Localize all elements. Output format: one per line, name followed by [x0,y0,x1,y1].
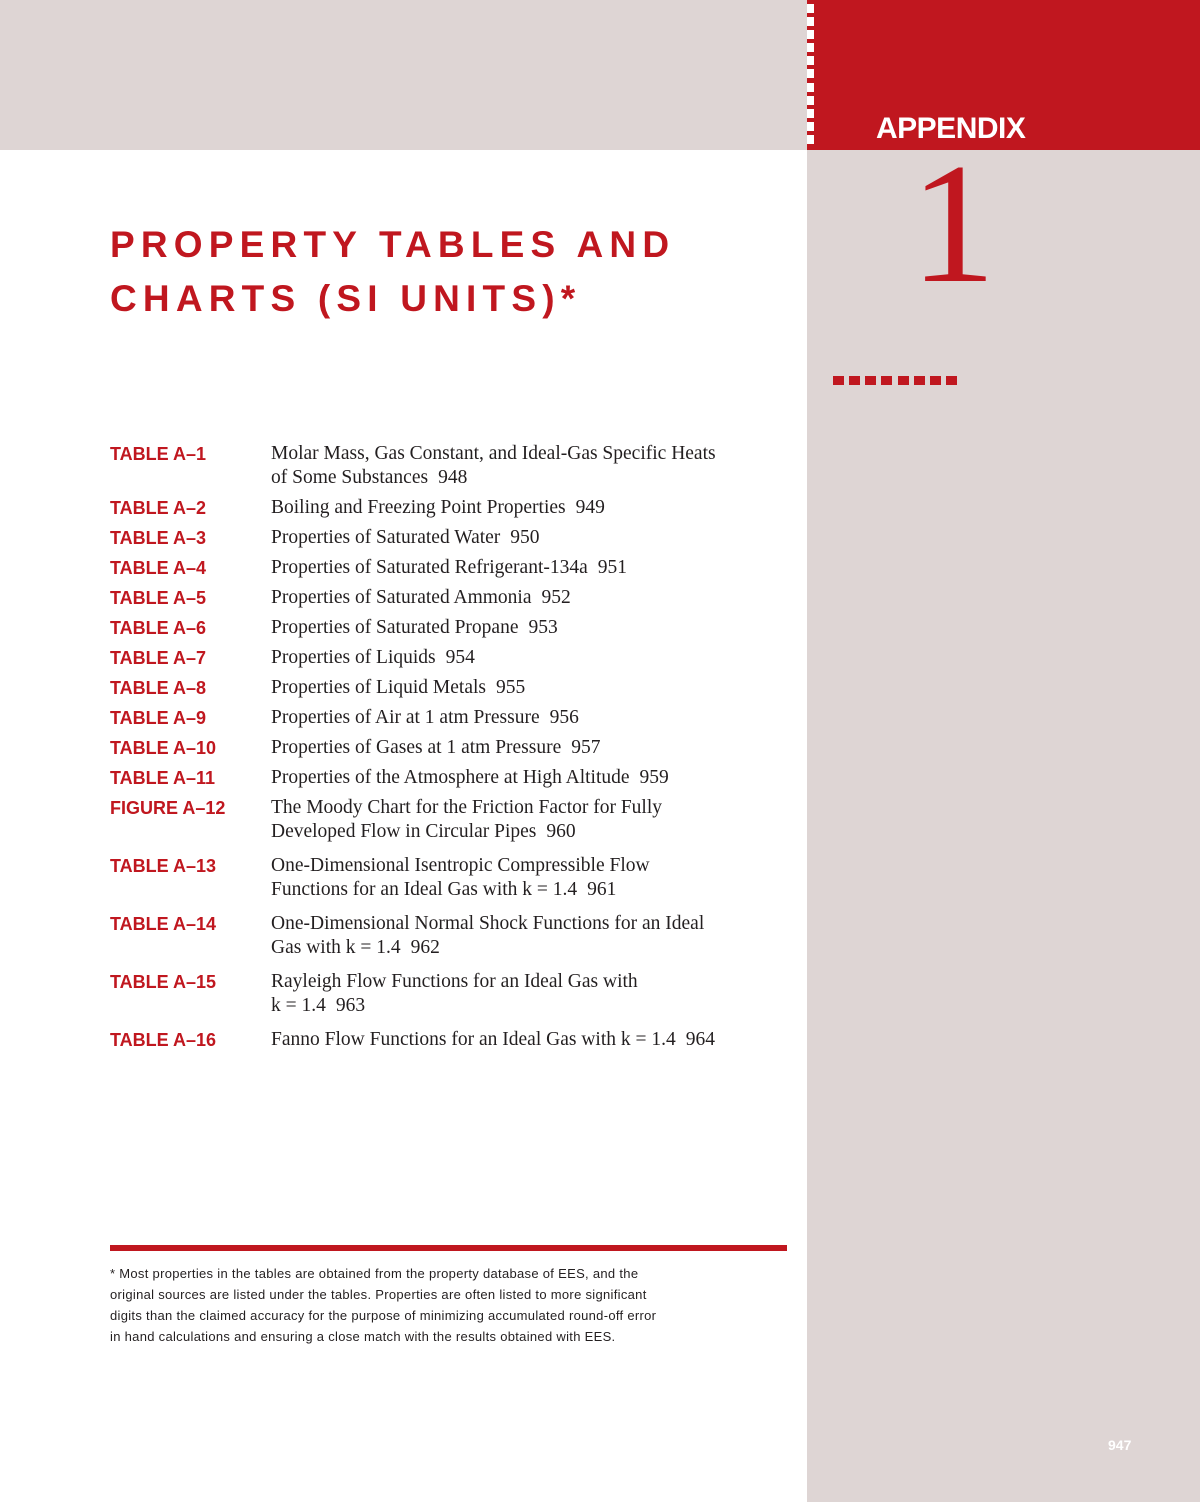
toc-description [271,586,571,610]
toc-page-number: 948 [438,467,468,488]
toc-description-line: Properties of the Atmosphere at High Altitude 959 [271,767,669,788]
toc-page-number: 955 [496,677,526,698]
toc-label: TABLE A–11 [110,768,216,788]
footnote-line: digits than the claimed accuracy for the purpose of minimizing accumulated round-off error [110,1308,657,1323]
toc-entry[interactable] [110,706,800,730]
toc-entry[interactable] [110,496,800,520]
toc-page-number: 961 [587,879,617,900]
toc-label: TABLE A–1 [110,444,207,464]
toc-description-line: Developed Flow in Circular Pipes 960 [271,821,576,842]
toc-entry[interactable] [110,676,800,700]
toc-entry[interactable] [110,646,800,670]
toc-description [271,442,716,490]
footnote-line: original sources are listed under the tables. Properties are often listed to more significant [110,1287,647,1302]
toc-description-line: One-Dimensional Isentropic Compressible Flow [271,855,650,876]
toc-description [271,496,605,520]
toc-entry[interactable] [110,616,800,640]
toc-description [271,1028,715,1052]
toc-entry[interactable] [110,766,800,790]
toc-entry[interactable] [110,526,800,550]
toc-page-number: 952 [541,587,571,608]
toc-label: TABLE A–14 [110,914,217,934]
toc-description-line: One-Dimensional Normal Shock Functions for an Ideal [271,913,705,934]
toc-page-number: 960 [546,821,576,842]
chapter-title-line-1: PROPERTY TABLES AND [110,224,676,265]
toc-label: TABLE A–2 [110,498,207,518]
toc-label: TABLE A–5 [110,588,207,608]
footnote-line: in hand calculations and ensuring a close match with the results obtained with EES. [110,1329,616,1344]
chapter-title [110,218,800,326]
toc-page-number: 963 [335,995,366,1016]
toc-page-number: 964 [685,1029,715,1050]
toc-description-line: Rayleigh Flow Functions for an Ideal Gas with [271,971,638,992]
toc-description [271,912,704,960]
footnote-line: * Most properties in the tables are obtained from the property database of EES, and the [110,1266,639,1281]
toc-label: TABLE A–7 [110,648,207,668]
toc-page-number: 953 [528,617,558,638]
toc-page-number: 954 [445,647,475,668]
toc-entry[interactable] [110,556,800,580]
toc-label: TABLE A–10 [110,738,217,758]
toc-description-line: Gas with k = 1.4 962 [271,937,440,958]
toc-entry[interactable] [110,912,800,960]
table-of-contents [110,442,800,1052]
toc-label: TABLE A–8 [110,678,207,698]
page-number: 947 [1108,1437,1132,1453]
toc-description [271,854,650,902]
appendix-number: 1 [910,129,996,319]
top-band [0,0,807,150]
toc-entry[interactable] [110,442,800,490]
toc-label: TABLE A–4 [110,558,207,578]
dashed-divider-decoration [833,376,957,385]
toc-page-number: 950 [510,527,540,548]
dashed-edge-decoration [807,4,814,144]
toc-page-number: 951 [597,557,628,578]
chapter-title-line-2: CHARTS (SI UNITS)* [110,278,582,319]
side-panel [807,0,1200,1502]
toc-description-line: Properties of Saturated Refrigerant-134a 951 [271,557,628,578]
toc-label: TABLE A–13 [110,856,217,876]
toc-description-line: of Some Substances 948 [271,467,468,488]
footnote [110,1263,800,1347]
toc-page-number: 959 [639,767,669,788]
toc-label: TABLE A–9 [110,708,207,728]
toc-description-line: Properties of Saturated Ammonia 952 [271,587,571,608]
toc-description [271,556,627,580]
toc-description [271,970,638,1018]
toc-description-line: The Moody Chart for the Friction Factor for Fully [271,797,663,818]
toc-label: TABLE A–15 [110,972,217,992]
toc-description-line: Properties of Gases at 1 atm Pressure 957 [271,737,601,758]
toc-label: TABLE A–6 [110,618,207,638]
toc-description-line: Properties of Liquids 954 [271,647,475,668]
toc-description [271,736,601,760]
toc-entry[interactable] [110,970,800,1018]
toc-description [271,796,662,844]
toc-label: FIGURE A–12 [110,798,226,818]
toc-entry[interactable] [110,854,800,902]
toc-description [271,706,579,730]
toc-description [271,616,558,640]
toc-description-line: Properties of Liquid Metals 955 [271,677,526,698]
toc-description-line: Properties of Saturated Propane 953 [271,617,558,638]
toc-description-line: Fanno Flow Functions for an Ideal Gas with k = 1.4 964 [271,1029,715,1050]
toc-description-line: Boiling and Freezing Point Properties 949 [271,497,605,518]
toc-description-line: k = 1.4 963 [271,995,366,1016]
toc-label: TABLE A–3 [110,528,207,548]
toc-page-number: 962 [410,937,440,958]
toc-description [271,676,525,700]
footnote-rule [110,1245,787,1251]
toc-entry[interactable] [110,586,800,610]
toc-description-line: Properties of Saturated Water 950 [271,527,540,548]
toc-description [271,646,475,670]
toc-page-number: 957 [571,737,601,758]
toc-description [271,766,669,790]
toc-description [271,526,540,550]
toc-page-number: 956 [549,707,579,728]
appendix-label: APPENDIX [876,112,1026,145]
toc-entry[interactable] [110,796,800,844]
toc-entry[interactable] [110,736,800,760]
toc-description-line: Functions for an Ideal Gas with k = 1.4 961 [271,879,617,900]
toc-entry[interactable] [110,1028,800,1052]
toc-page-number: 949 [575,497,605,518]
toc-description-line: Properties of Air at 1 atm Pressure 956 [271,707,579,728]
toc-description-line: Molar Mass, Gas Constant, and Ideal-Gas Specific Heats [271,443,716,464]
toc-label: TABLE A–16 [110,1030,217,1050]
